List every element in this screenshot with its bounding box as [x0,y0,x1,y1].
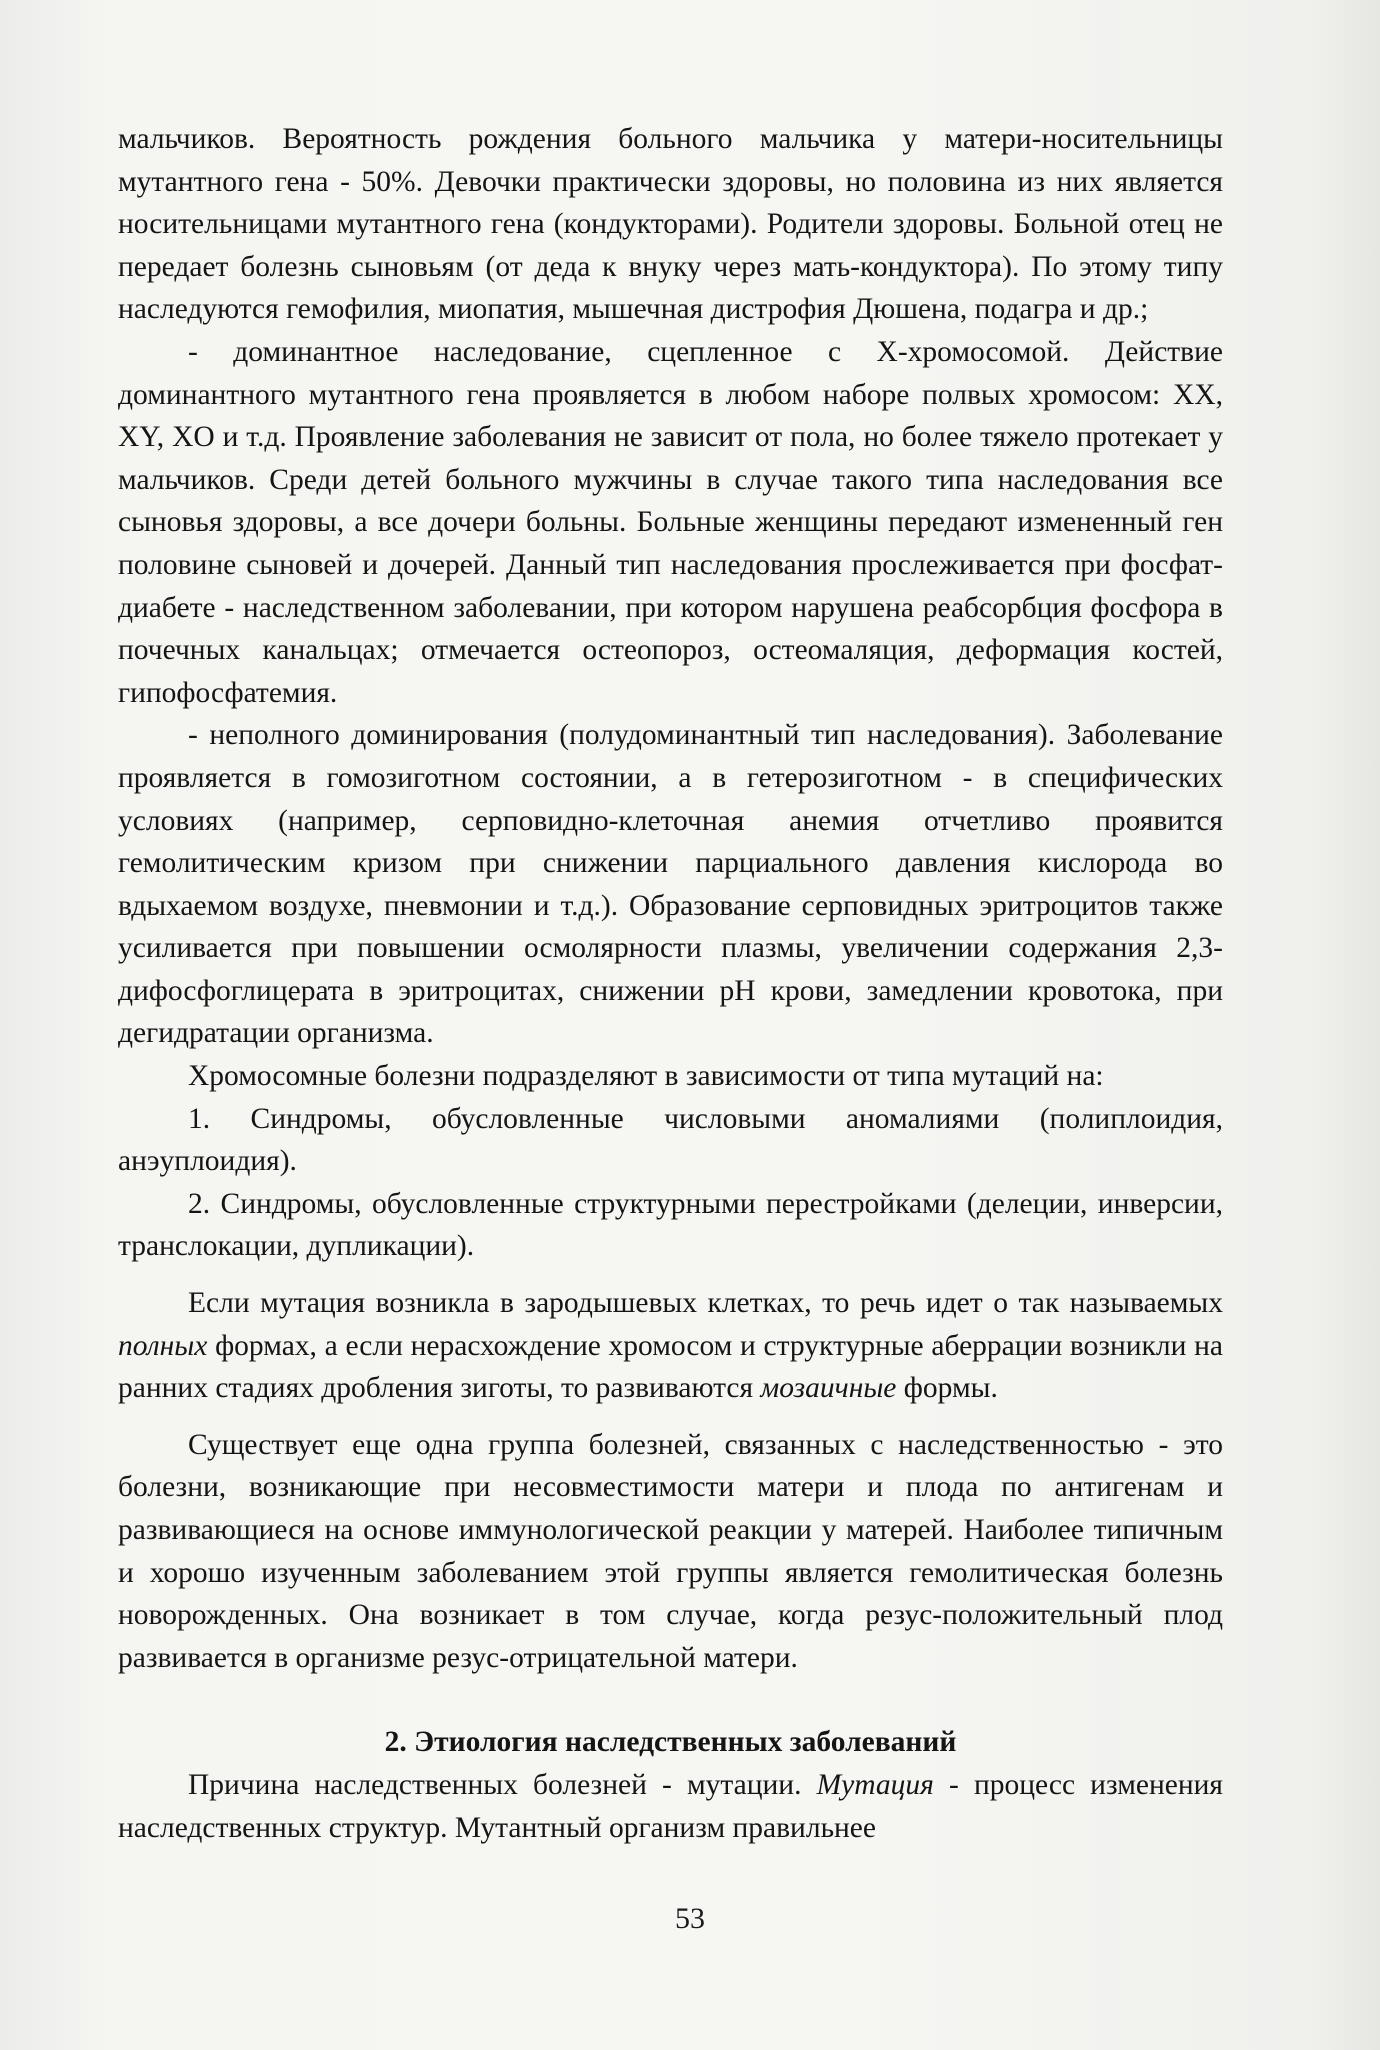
paragraph [118,1764,1223,1849]
italic-term: полных [118,1329,208,1362]
paragraph: мальчиков. Вероятность рождения больного мальчика у матери-носительницы мутантного гена - 50%. Девочки практически здоровы, но половина из них является носительницами мутантного гена (кондукторами). Родители здоровы. Больной отец не передает болезнь сыновьям (от деда к внуку через мать-кондуктора). По этому типу наследуются гемофилия, миопатия, мышечная дистрофия Дюшена, подагра и др.; [118,123,1223,326]
paragraph-text: - процесс изменения наследственных структур. Мутантный организм правильнее [118,1768,1223,1844]
paragraph [118,1282,1223,1410]
paragraph: - неполного доминирования (полудоминантный тип наследования). Заболевание проявляется в гомозиготном состоянии, а в гетерозиготном - в специфических условиях (например, серповидно-клеточная анемия отчетливо проявится гемолитическим кризом при снижении парциального давления кислорода во вдыхаемом воздухе, пневмонии и т.д.). Образование серповидных эритроцитов также усиливается при повышении осмолярности плазмы, увеличении содержания 2,3-дифосфоглицерата в эритроцитах, снижении pH крови, замедлении кровотока, при дегидратации организма. [118,719,1223,1050]
italic-term: мозаичные [760,1372,897,1405]
paragraph-text: формы. [896,1372,998,1405]
section-heading: 2. Этиология наследственных заболеваний [384,1726,957,1759]
paragraph: Существует еще одна группа болезней, связанных с наследственностью - это болезни, возникающие при несовместимости матери и плода по антигенам и развивающиеся на основе иммунологической реакции у матерей. Наиболее типичным и хорошо изученным заболеванием этой группы является гемолитическая болезнь новорожденных. Она возникает в том случае, когда резус-положительный плод развивается в организме резус-отрицательной матери. [118,1428,1223,1674]
paragraph: - доминантное наследование, сцепленное с Х-хромосомой. Действие доминантного мутантного гена проявляется в любом наборе полвых хромосом: XX, XY, XO и т.д. Проявление заболевания не зависит от пола, но более тяжело протекает у мальчиков. Среди детей больного мужчины в случае такого типа наследования все сыновья здоровы, а все дочери больны. Больные женщины передают измененный ген половине сыновей и дочерей. Данный тип наследования прослеживается при фосфат-диабете - наследственном заболевании, при котором нарушена реабсорбция фосфора в почечных канальцах; отмечается остеопороз, остеомаляция, деформация костей, гипофосфатемия. [118,335,1223,709]
list-item: 2. Синдромы, обусловленные структурными перестройками (делеции, инверсии, транслокации, дупликации). [118,1187,1223,1263]
page-number: 53 [675,1902,705,1935]
paragraph-text: Причина наследственных болезней - мутации. [188,1768,817,1801]
paragraph-text: формах, а если нерасхождение хромосом и структурные аберрации возникли на ранних стадиях дробления зиготы, то развиваются [118,1329,1223,1405]
paragraph-text: Если мутация возникла в зародышевых клетках, то речь идет о так называемых [188,1287,1223,1320]
paragraph: Хромосомные болезни подразделяют в зависимости от типа мутаций на: [188,1060,1104,1093]
page-body-text [118,118,1223,1849]
list-item: 1. Синдромы, обусловленные числовыми аномалиями (полиплоидия, анэуплоидия). [118,1102,1223,1178]
italic-term: Мутация [816,1768,934,1801]
